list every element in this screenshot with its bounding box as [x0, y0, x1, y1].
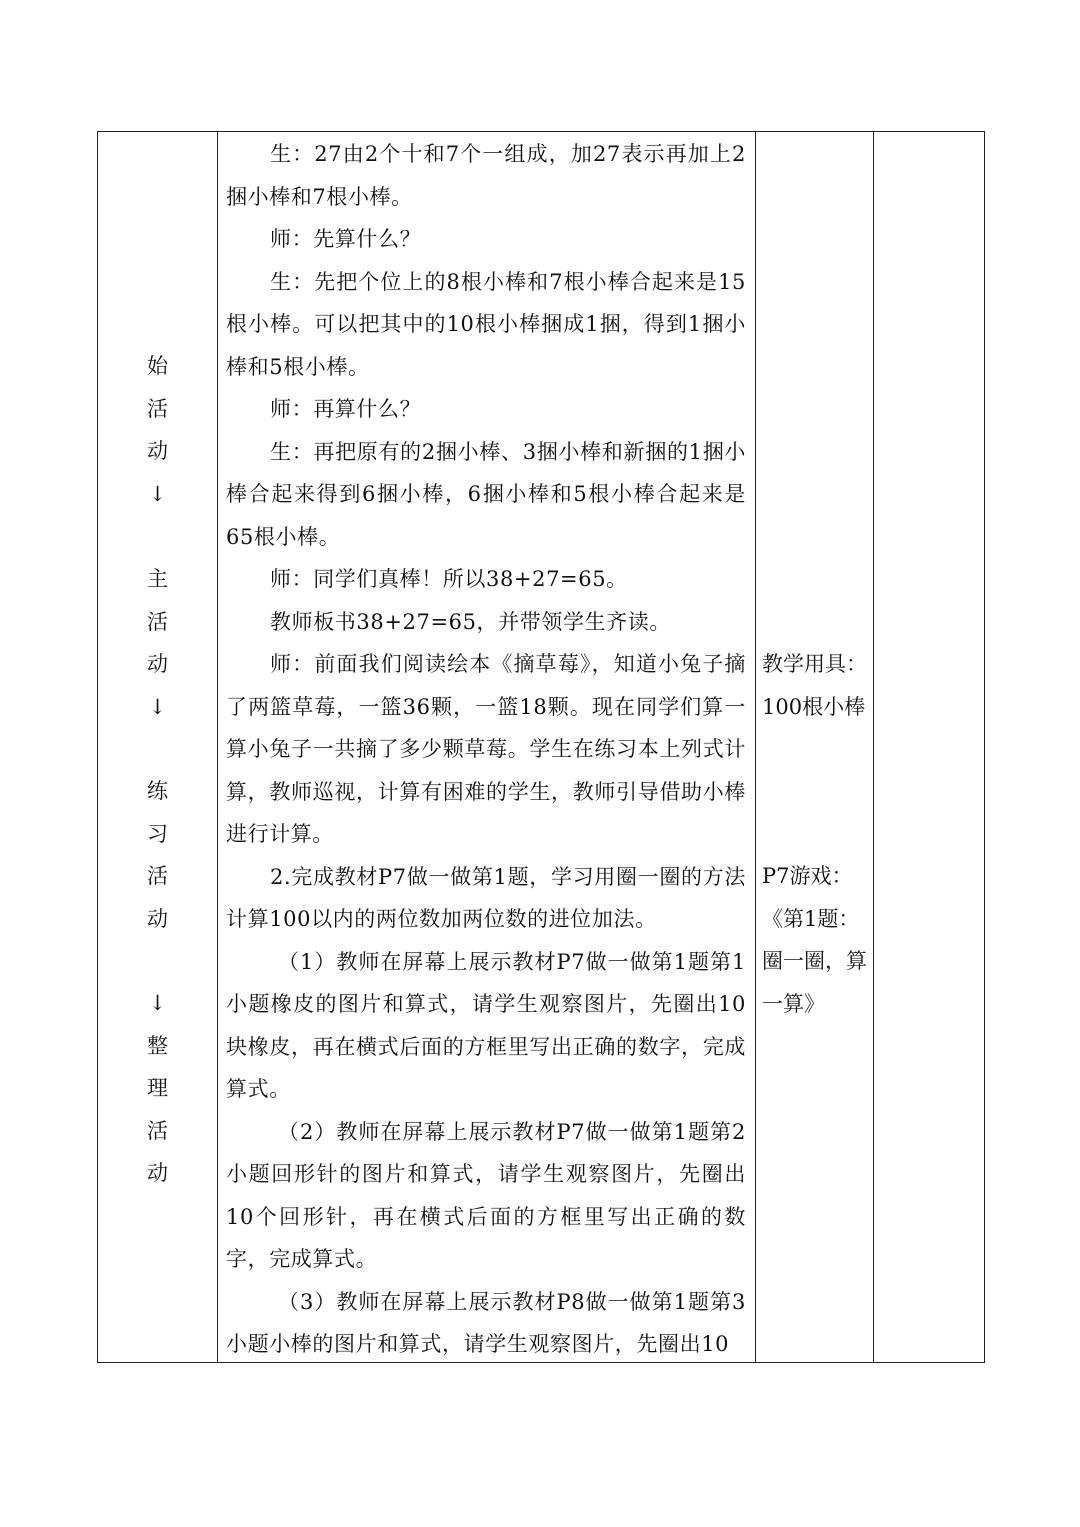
paragraph: 师：再算什么？ — [270, 397, 422, 421]
content-column — [226, 133, 746, 1366]
paragraph: 生：再把原有的2捆小棒、3捆小棒和新捆的1捆小棒合起来得到6捆小棒，6捆小棒和5根小棒合起来是65根小棒。 — [226, 439, 746, 549]
column-divider — [873, 132, 874, 1362]
paragraph: 教师板书38+27=65，并带领学生齐读。 — [270, 609, 671, 634]
resource-note-game: P7游戏： 《第1题： 圈一圈，算 一算》 — [762, 864, 867, 1016]
paragraph: 生：先把个位上的8根小棒和7根小棒合起来是15根小棒。可以把其中的10根小棒捆成1捆，得到1捆小棒和5根小棒。 — [226, 269, 746, 379]
stage-label-start: 始 活 动 ↓ — [147, 354, 168, 506]
paragraph: （3）教师在屏幕上展示教材P8做一做第1题第3小题小棒的图片和算式，请学生观察图片，先圈出10 — [226, 1289, 746, 1356]
column-divider — [217, 132, 218, 1362]
paragraph: 师：前面我们阅读绘本《摘草莓》，知道小兔子摘了两篮草莓，一篮36颗，一篮18颗。现在同学们算一算小兔子一共摘了多少颗草莓。学生在练习本上列式计算，教师巡视，计算有困难的学生，教师引导借助小棒进行计算。 — [226, 652, 746, 846]
column-divider — [755, 132, 756, 1362]
stage-label-summary: ↓ 整 理 活 动 — [147, 991, 168, 1185]
paragraph: 生：27由2个十和7个一组成，加27表示再加上2捆小棒和7根小棒。 — [226, 142, 746, 209]
paragraph: 师：先算什么？ — [270, 227, 422, 251]
stage-column — [98, 132, 217, 1362]
stage-label-practice: 练 习 活 动 — [147, 779, 168, 931]
paragraph: （2）教师在屏幕上展示教材P7做一做第1题第2小题回形针的图片和算式，请学生观察图片，先圈出10个回形针，再在横式后面的方框里写出正确的数字，完成算式。 — [226, 1119, 746, 1271]
paragraph: 师：同学们真棒！所以38+27=65。 — [270, 567, 628, 591]
paragraph: 2.完成教材P7做一做第1题，学习用圈一圈的方法计算100以内的两位数加两位数的进位加法。 — [226, 864, 746, 931]
resource-note-tools: 教学用具： 100根小棒 — [762, 652, 867, 719]
paragraph: （1）教师在屏幕上展示教材P7做一做第1题第1小题橡皮的图片和算式，请学生观察图片，先圈出10块橡皮，再在横式后面的方框里写出正确的数字，完成算式。 — [226, 949, 746, 1101]
lesson-table — [97, 131, 985, 1363]
stage-label-main: 主 活 动 ↓ — [147, 567, 168, 719]
